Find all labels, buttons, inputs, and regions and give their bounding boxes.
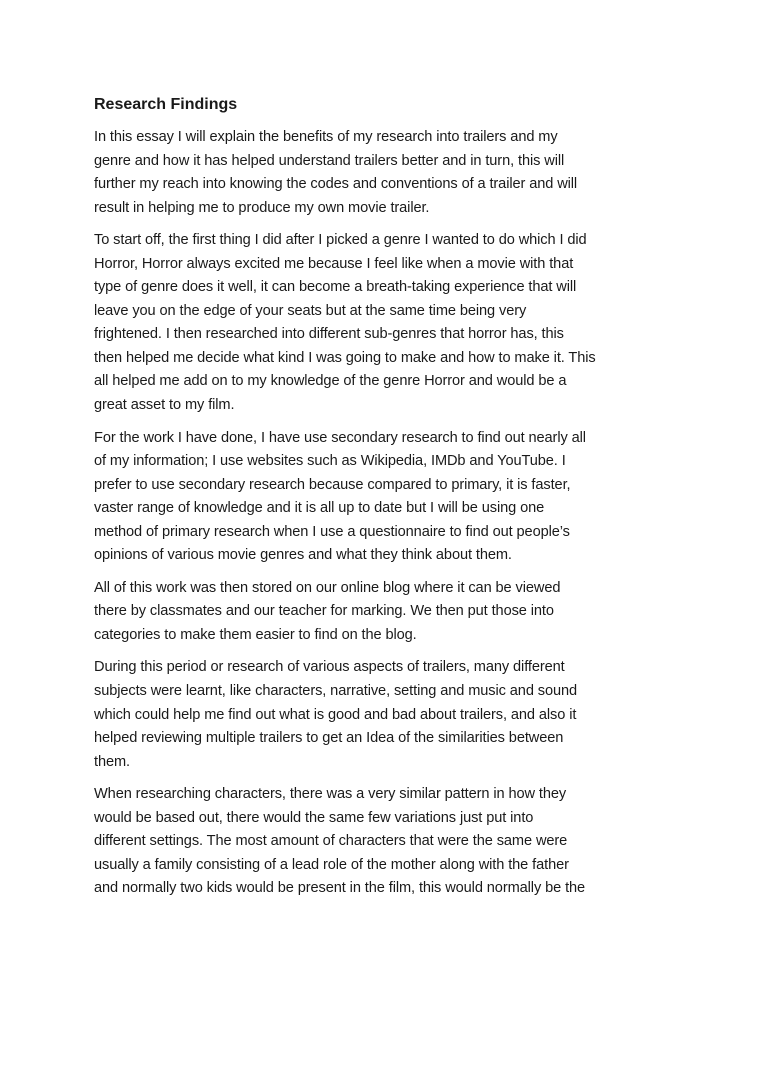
- text-line: When researching characters, there was a very similar pattern in how they: [94, 786, 567, 803]
- text-line: method of primary research when I use a questionnaire to find out people’s: [94, 523, 570, 540]
- text-line: genre and how it has helped understand trailers better and in turn, this will: [94, 152, 565, 169]
- paragraph-research-methods: [94, 427, 678, 568]
- text-line: All of this work was then stored on our online blog where it can be viewed: [94, 579, 561, 596]
- text-line: frightened. I then researched into different sub-genres that horror has, this: [94, 326, 564, 343]
- text-line: For the work I have done, I have use secondary research to find out nearly all: [94, 429, 586, 446]
- text-line: usually a family consisting of a lead role of the mother along with the father: [94, 856, 569, 873]
- text-line: and normally two kids would be present in the film, this would normally be the: [94, 880, 586, 897]
- document-title: Research Findings: [94, 96, 238, 113]
- text-line: different settings. The most amount of characters that were the same were: [94, 833, 568, 850]
- text-line: prefer to use secondary research because compared to primary, it is faster,: [94, 476, 571, 493]
- text-line: Horror, Horror always excited me because I feel like when a movie with that: [94, 255, 574, 272]
- text-line: helped reviewing multiple trailers to get an Idea of the similarities between: [94, 730, 564, 747]
- paragraph-intro: [94, 126, 678, 220]
- text-line: all helped me add on to my knowledge of the genre Horror and would be a: [94, 373, 567, 390]
- paragraph-genre: [94, 229, 678, 417]
- text-line: type of genre does it well, it can become a breath-taking experience that will: [94, 279, 577, 296]
- text-line: vaster range of knowledge and it is all up to date but I will be using one: [94, 500, 545, 517]
- text-line: categories to make them easier to find on the blog.: [94, 626, 417, 643]
- text-line: further my reach into knowing the codes and conventions of a trailer and will: [94, 176, 578, 193]
- text-line: there by classmates and our teacher for marking. We then put those into: [94, 603, 554, 620]
- text-line: great asset to my film.: [94, 397, 235, 414]
- text-line: which could help me find out what is good and bad about trailers, and also it: [94, 706, 577, 723]
- text-line: opinions of various movie genres and what they think about them.: [94, 547, 512, 564]
- paragraph-characters: [94, 783, 678, 901]
- paragraph-research-period: [94, 656, 678, 774]
- text-line: then helped me decide what kind I was going to make and how to make it. This: [94, 349, 596, 366]
- text-line: leave you on the edge of your seats but at the same time being very: [94, 302, 527, 319]
- text-line: To start off, the first thing I did after I picked a genre I wanted to do which I did: [94, 232, 587, 249]
- text-line: During this period or research of various aspects of trailers, many different: [94, 659, 565, 676]
- document-body: [94, 93, 678, 910]
- text-line: of my information; I use websites such as Wikipedia, IMDb and YouTube. I: [94, 453, 566, 470]
- text-line: result in helping me to produce my own movie trailer.: [94, 199, 430, 216]
- paragraph-blog: [94, 577, 678, 648]
- text-line: them.: [94, 753, 130, 770]
- text-line: would be based out, there would the same few variations just put into: [94, 809, 534, 826]
- text-line: In this essay I will explain the benefits of my research into trailers and my: [94, 129, 558, 145]
- text-line: subjects were learnt, like characters, narrative, setting and music and sound: [94, 683, 578, 700]
